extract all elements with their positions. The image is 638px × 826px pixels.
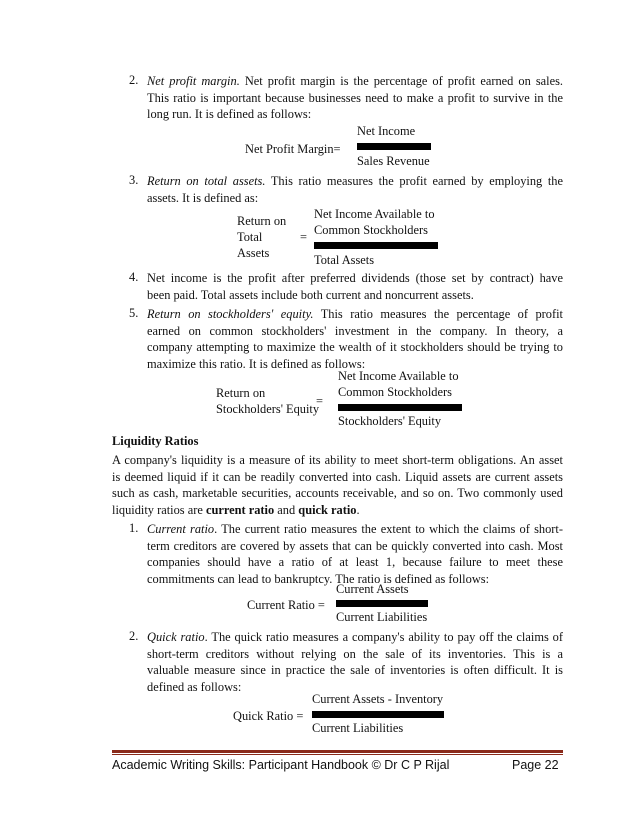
formula-denominator: Stockholders' Equity <box>338 414 442 428</box>
list-number: 2. <box>129 629 139 643</box>
net-profit-paragraph: Net profit margin. Net profit margin is the percentage of profit earned on sales. This ratio is important because businesses need to make a profit to survive in the long run. It is defined as follows: <box>147 74 564 121</box>
formula-denominator: Total Assets <box>314 253 375 267</box>
equals-sign: = <box>316 394 323 408</box>
formula-label-line: Return on <box>216 386 266 400</box>
list-number: 5. <box>129 306 139 320</box>
formula-label: Net Profit Margin= <box>245 142 341 156</box>
formula-denominator: Current Liabilities <box>336 610 428 624</box>
formula-label-line: Return on <box>237 214 287 228</box>
fraction-bar <box>314 242 438 249</box>
fraction-bar <box>312 711 444 718</box>
formula-label-line: Total <box>237 230 263 244</box>
formula-denominator: Current Liabilities <box>312 721 404 735</box>
footer-rule <box>112 754 563 755</box>
term-title: Return on total assets. <box>147 174 266 188</box>
formula-numerator: Current Assets - Inventory <box>312 692 444 706</box>
list-number: 1. <box>129 521 139 535</box>
formula-denominator: Sales Revenue <box>357 154 430 168</box>
section-heading: Liquidity Ratios <box>112 434 199 448</box>
formula-numerator-line: Net Income Available to <box>338 369 459 383</box>
footer-rule <box>112 750 563 753</box>
formula-numerator: Current Assets <box>336 582 409 596</box>
list-number: 3. <box>129 173 139 187</box>
page-number: Page 22 <box>512 758 559 772</box>
current-ratio-paragraph: Current ratio. The current ratio measures the extent to which the claims of short- term creditors are covered by assets that can be quickly converted into cash. Most companies should have a ratio of at least 1, because failure to meet these commitments can lead to bankruptcy. The ratio is defined as follows: <box>147 522 563 586</box>
quick-ratio-paragraph: Quick ratio. The quick ratio measures a company's ability to pay off the claims of short-term creditors without relying on the sale of its inventories. This is a valuable measure since in practice the sale of inventories is often difficult. It is defined as follows: <box>147 630 563 694</box>
item4-paragraph: Net income is the profit after preferred dividends (those set by contract) have been paid. Total assets include both current and noncurrent assets. <box>147 271 563 302</box>
liquidity-paragraph: A company's liquidity is a measure of its ability to meet short-term obligations. An asset is deemed liquid if it can be readily converted into cash. Liquid assets are current assets such as cash, marketable securities, accounts receivable, and so on. Two commonly used liquidity ratios are current ratio and quick ratio. <box>112 453 563 517</box>
fraction-bar <box>336 600 428 607</box>
term-title: Quick ratio <box>147 630 205 644</box>
footer-title: Academic Writing Skills: Participant Handbook © Dr C P Rijal <box>112 758 450 772</box>
equals-sign: = <box>300 230 307 244</box>
formula-label-line: Stockholders' Equity <box>216 402 320 416</box>
rota-paragraph: Return on total assets. This ratio measures the profit earned by employing the assets. It is defined as: <box>147 174 564 205</box>
fraction-bar <box>357 143 431 150</box>
list-number: 4. <box>129 270 139 284</box>
formula-label: Quick Ratio = <box>233 709 304 723</box>
formula-numerator-line: Common Stockholders <box>314 223 428 237</box>
formula-numerator-line: Common Stockholders <box>338 385 452 399</box>
roe-paragraph: Return on stockholders' equity. This ratio measures the percentage of profit earned on common stockholders' investment in the company. In theory, a company attempting to maximize the wealth of it stockholders should be trying to maximize this ratio. It is defined as follows: <box>147 307 563 371</box>
term-title: Return on stockholders' equity. <box>147 307 314 321</box>
bold-term: quick ratio <box>298 502 357 517</box>
bold-term: current ratio <box>205 502 275 517</box>
fraction-bar <box>338 404 462 411</box>
formula-label-line: Assets <box>237 246 270 260</box>
formula-numerator-line: Net Income Available to <box>314 207 435 221</box>
list-number: 2. <box>129 73 139 87</box>
formula-label: Current Ratio = <box>247 598 325 612</box>
term-title: Current ratio <box>147 522 215 536</box>
formula-numerator: Net Income <box>357 124 416 138</box>
term-title: Net profit margin. <box>147 74 240 88</box>
